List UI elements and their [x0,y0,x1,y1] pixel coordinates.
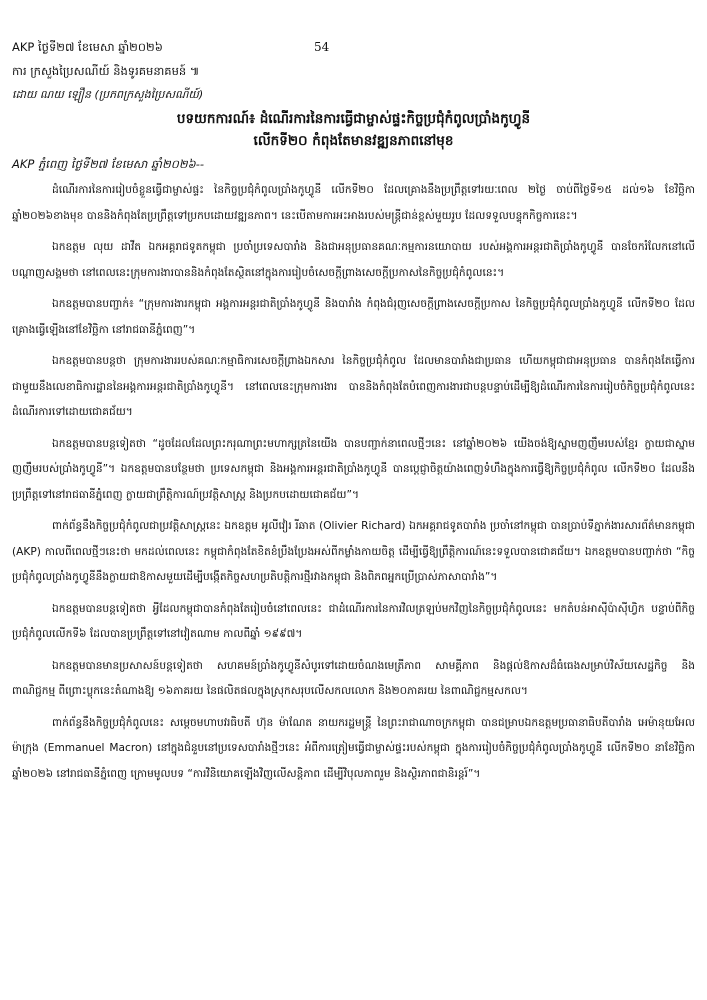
byline: ដោយ ណយ ឡឿន (ប្រភពក្រសួងប្រៃសណីយ៍) [12,88,204,101]
page-number: 54 [314,40,330,54]
paragraph-6: ពាក់ព័ន្ធនឹងកិច្ចប្រជុំកំពូលជាប្រវត្តិសាស្ត្រនេះ ឯកឧត្តម អូលីវៀរ រីឆាត (Olivier Richard) ឯកអគ្គរាជទូតបារាំង ប្រចាំនៅកម្ពុជា បានប្រាប់ទីភ្នាក់ងារសារព័ត៌មានកម្ពុជា (AKP) កាលពីពេលថ្មីៗនេះថា មកដល់ពេលនេះ កម្ពុជាកំពុងតែខិតខំប្រឹងប្រែងអស់ពីកម្លាំងកាយចិត្ត ដើម្បីធ្វើឱ្យព្រឹត្តិការណ៍នេះទទួលបានជោគជ័យ។ ឯកឧត្តមបានបញ្ជាក់ថា “កិច្ចប្រជុំកំពូលប្រាំងកូហ្វូនីនឹងក្លាយជាឱកាសមួយដើម្បីបង្កើតកិច្ចសហប្រតិបត្តិការថ្មីរវាងកម្ពុជា និងពិភពអ្នកប្រើប្រាស់ភាសាបារាំង”។ [12,520,695,583]
paragraph-7: ឯកឧត្តមបានបន្តទៀតថា អ្វីដែលកម្ពុជាបានកំពុងតែរៀបចំនៅពេលនេះ ជាដំណើរការនៃការវិលត្រឡប់មកវិញនៃកិច្ចប្រជុំកំពូលនេះ មកតំបន់អាស៊ីប៉ាស៊ីហ្វិក បន្ទាប់ពីកិច្ចប្រជុំកំពូលលើកទី៦ ដែលបានប្រព្រឹត្តទៅនៅវៀតណាម កាលពីឆ្នាំ ១៩៩៧។ [12,602,695,640]
header-date-line: AKP ថ្ងៃទី២៧ ខែមេសា ឆ្នាំ២០២៦ [12,40,163,54]
paragraph-5: ឯកឧត្តមបានបន្តទៀតថា “ដូចដែលដែលព្រះករុណាព្រះមហាក្សត្រនៃយើង បានបញ្ជាក់នាពេលថ្មីៗនេះ នៅឆ្នាំ២០២៦ យើងចង់ឱ្យស្នាមញញឹមរបស់ខ្មែរ ក្លាយជាស្នាមញញឹមរបស់ប្រាំងកូហ្វូនី”។ ឯកឧត្តមបានបន្ថែមថា ប្រទេសកម្ពុជា និងអង្គការអន្តរជាតិប្រាំងកូហ្វូនី បានប្តេជ្ញាចិត្តយ៉ាងពេញទំហឹងក្នុងការធ្វើឱ្យកិច្ចប្រជុំកំពូល លើកទី២០ ដែលនឹងប្រព្រឹត្តទៅនៅរាជធានីភ្នំពេញ ក្លាយជាព្រឹត្តិការណ៍ប្រវត្តិសាស្ត្រ និងប្រកបដោយជោគជ័យ”។ [12,437,695,501]
article-title-line2: លើកទី២០ កំពុងតែមានវឌ្ឍនភាពនៅមុខ [253,133,454,149]
paragraph-1: ដំណើរការនៃការរៀបចំខ្លួនធ្វើជាម្ចាស់ផ្ទះ នៃកិច្ចប្រជុំកំពូលប្រាំងកូហ្វូនី លើកទី២០ ដែលគ្រោងនឹងប្រព្រឹត្តទៅរយៈពេល ២ថ្ងៃ ចាប់ពីថ្ងៃទី១៥ ដល់១៦ ខែវិច្ឆិកា ឆ្នាំ២០២៦ខាងមុខ បាននិងកំពុងតែប្រព្រឹត្តទៅប្រកបដោយវឌ្ឍនភាព។ នេះបើតាមការអះអាងរបស់មន្ត្រីជាន់ខ្ពស់មួយរូប ដែលទទួលបន្ទុកកិច្ចការនេះ។ [12,184,695,222]
article-dateline: AKP ភ្នំពេញ ថ្ងៃទី២៧ ខែមេសា ឆ្នាំ២០២៦-- [12,157,204,171]
header-source-line: ការ ក្រសួងប្រៃសណីយ៍ និងទូរគមនាគមន៍ ៕ [12,64,200,78]
paragraph-9: ពាក់ព័ន្ធនឹងកិច្ចប្រជុំកំពូលនេះ សម្តេចមហាបវរធិបតី ហ៊ុន ម៉ាណែត នាយករដ្ឋមន្ត្រី នៃព្រះរាជាណាចក្រកម្ពុជា បានជម្រាបឯកឧត្តមប្រធានាធិបតីបារាំង អេម៉ានុយអែល ម៉ាក្រុង (Emmanuel Macron) នៅក្នុងជំនួបនៅប្រទេសបារាំងថ្មីៗនេះ អំពីការត្រៀមធ្វើជាម្ចាស់ផ្ទះរបស់កម្ពុជា ក្នុងការរៀបចំកិច្ចប្រជុំកំពូលប្រាំងកូហ្វូនី លើកទី២០ នាខែវិច្ឆិកា ឆ្នាំ២០២៦ នៅរាជធានីភ្នំពេញ ក្រោមមូលបទ “ការវិនិយោគឡើងវិញលើសន្តិភាព ដើម្បីវិបុលភាពរួម និងស្ថិរភាពជានិរន្តរ៍”។ [12,716,695,780]
paragraph-3: ឯកឧត្តមបានបញ្ជាក់៖ “ក្រុមការងារកម្ពុជា អង្គការអន្តរជាតិប្រាំងកូហ្វូនី និងបារាំង កំពុងជំរុញសេចក្តីព្រាងសេចក្តីប្រកាស នៃកិច្ចប្រជុំកំពូលប្រាំងកូហ្វូនី លើកទី២០ ដែលគ្រោងធ្វើឡើងនៅខែវិច្ឆិកា នៅរាជធានីភ្នំពេញ”។ [12,298,695,336]
paragraph-4: ឯកឧត្តមបានបន្តថា ក្រុមការងាររបស់គណៈកម្មាធិការសេចក្តីព្រាងឯកសារ នៃកិច្ចប្រជុំកំពូល ដែលមានបារាំងជាប្រធាន ហើយកម្ពុជាជាអនុប្រធាន បានកំពុងតែធ្វើការជាមួយនឹងលេខាធិការដ្ឋាននៃអង្គការអន្តរជាតិប្រាំងកូហ្វូនី។ នៅពេលនេះក្រុមការងារ បាននិងកំពុងតែបំពេញការងារជាបន្តបន្ទាប់ដើម្បីឱ្យដំណើរការនៃការរៀបចំកិច្ចប្រជុំកំពូលនេះ ដំណើរការទៅដោយជោគជ័យ។ [12,355,695,418]
article-body [12,178,695,993]
paragraph-8: ឯកឧត្តមបានមានប្រសាសន៍បន្តទៀតថា សហគមន៍ប្រាំងកូហ្វូនីសំបូរទៅដោយចំណងមេត្រីភាព សាមគ្គីភាព និងផ្តល់ឱកាសដ៏ធំធេងសម្រាប់វិស័យសេដ្ឋកិច្ច និងពាណិជ្ជកម្ម ពីព្រោះប្លុកនេះតំណាងឱ្យ ១៦ភាគរយ នៃផលិតផលក្នុងស្រុកសរុបលើសកលលោក និង២០ភាគរយ នៃពាណិជ្ជកម្មសកល។ [12,659,695,697]
article-title-line1: បទយកការណ៍៖ ដំណើរការនៃការធ្វើជាម្ចាស់ផ្ទះកិច្ចប្រជុំកំពូលប្រាំងកូហ្វូនី [176,111,531,127]
paragraph-2: ឯកឧត្តម លុយ ដាវីត ឯកអគ្គរាជទូតកម្ពុជា ប្រចាំប្រទេសបារាំង និងជាអនុប្រធានគណៈកម្មការនយោបាយ របស់អង្គការអន្តរជាតិប្រាំងកូហ្វូនី បានចែករំលែកនៅលើបណ្តាញសង្គមថា នៅពេលនេះក្រុមការងារបាននិងកំពុងតែស្ថិតនៅក្នុងការរៀបចំសេចក្តីព្រាងសេចក្តីប្រកាសនៃកិច្ចប្រជុំកំពូលនេះ។ [12,241,695,279]
